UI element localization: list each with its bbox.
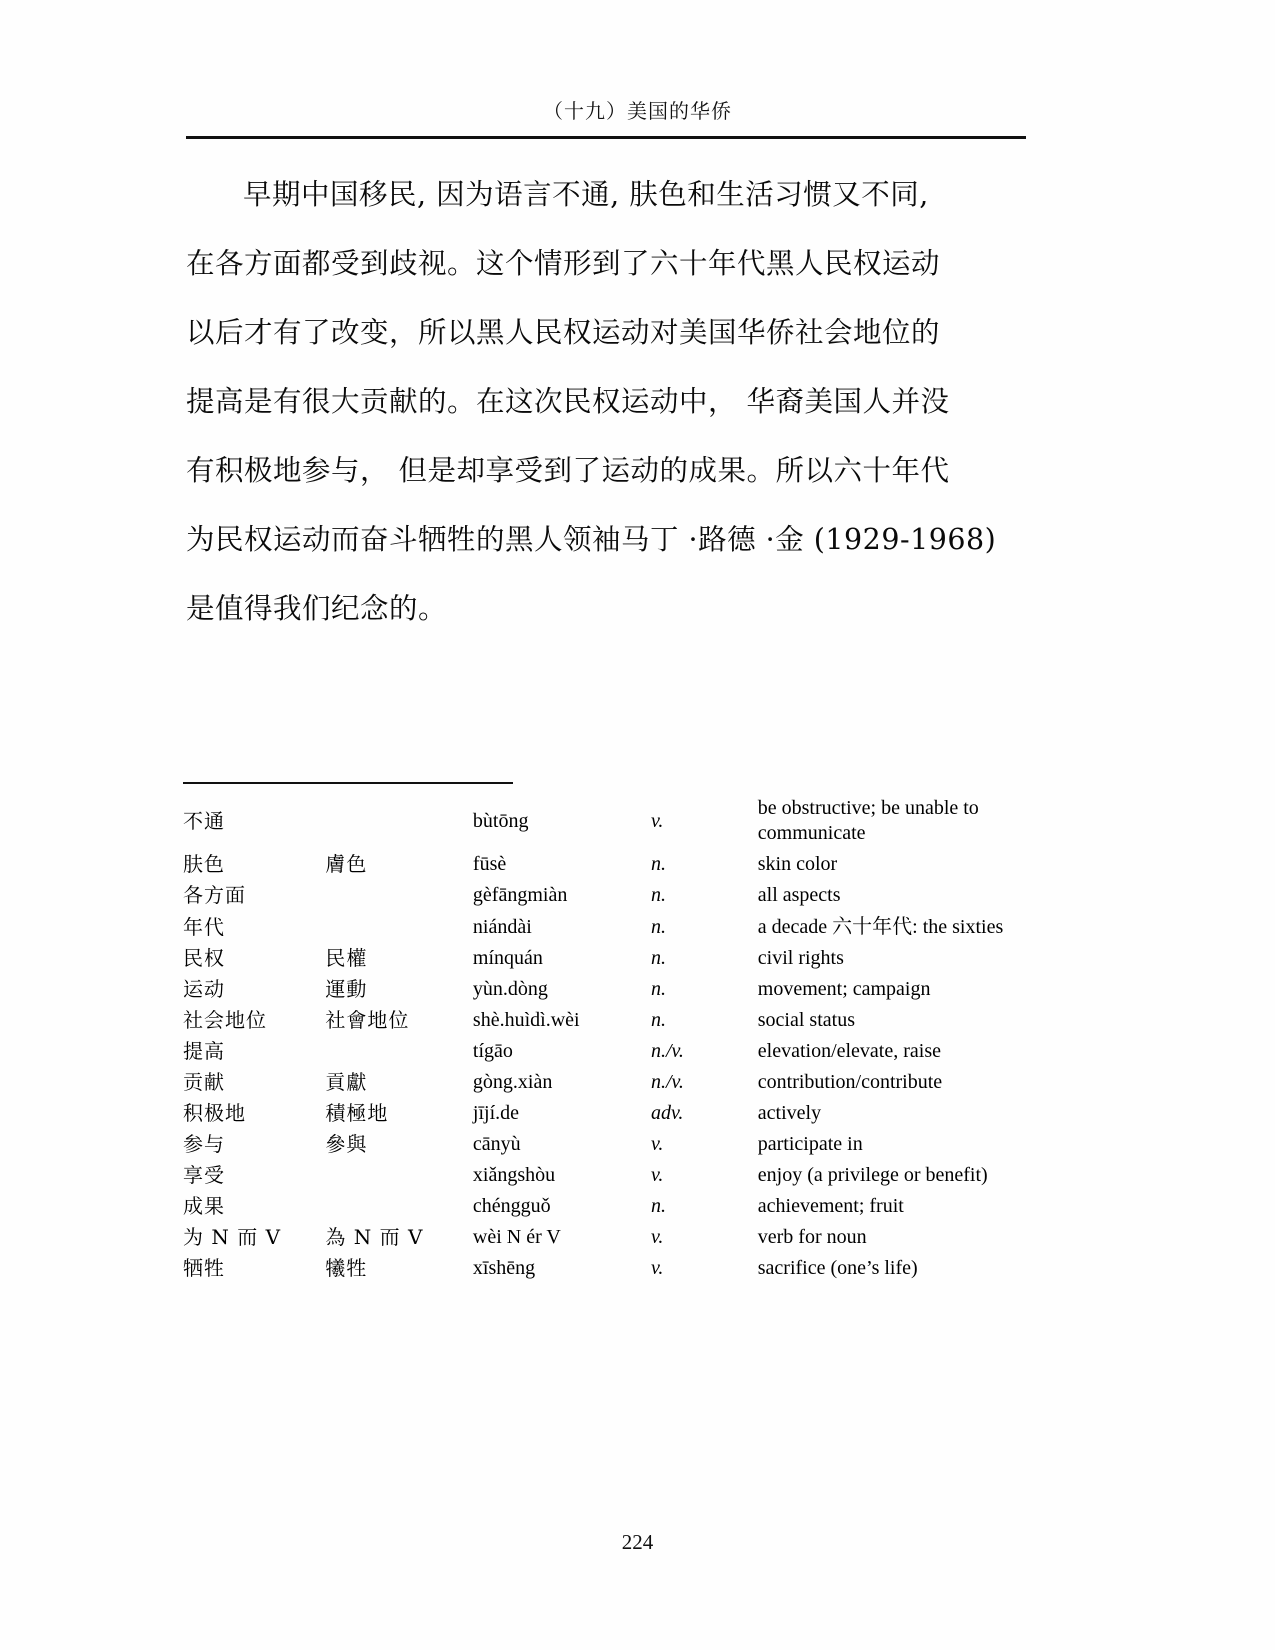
cell-pinyin: gòng.xiàn	[472, 1071, 553, 1093]
body-line: 是值得我们纪念的。	[186, 592, 448, 625]
cell-traditional	[325, 1191, 473, 1222]
body-line: 有积极地参与， 但是却享受到了运动的成果。所以六十年代	[186, 454, 950, 487]
cell-pinyin: xīshēng	[472, 1257, 536, 1279]
cell-traditional: 為 N 而 V	[325, 1225, 424, 1249]
cell-traditional: 膚色	[325, 852, 368, 876]
cell-simplified: 为 N 而 V	[183, 1225, 282, 1249]
body-line: 在各方面都受到歧视。这个情形到了六十年代黑人民权运动	[186, 247, 941, 280]
cell-part-of-speech: adv.	[650, 1102, 684, 1124]
cell-part-of-speech: n.	[650, 1009, 666, 1031]
cell-part-of-speech: v.	[650, 809, 664, 832]
cell-part-of-speech: n./v.	[650, 1040, 684, 1062]
cell-part-of-speech: n.	[650, 978, 666, 1000]
cell-pinyin: tígāo	[472, 1040, 513, 1062]
cell-simplified: 贡献	[183, 1070, 225, 1094]
cell-traditional	[325, 911, 473, 943]
cell-traditional: 民權	[325, 946, 368, 970]
table-row	[183, 849, 1063, 880]
cell-pinyin: xiǎngshòu	[472, 1164, 556, 1186]
body-line: 以后才有了改变，所以黑人民权运动对美国华侨社会地位的	[186, 316, 941, 349]
cell-definition: actively	[757, 1102, 822, 1124]
cell-traditional: 貢獻	[325, 1070, 368, 1094]
table-row	[183, 1067, 1063, 1098]
table-row	[183, 1005, 1063, 1036]
cell-definition: achievement; fruit	[757, 1195, 904, 1217]
cell-pinyin: shè.huìdì.wèi	[472, 1009, 580, 1031]
table-row	[183, 943, 1063, 974]
cell-definition	[758, 911, 1063, 943]
cell-simplified: 民权	[183, 946, 225, 970]
cell-traditional: 積極地	[325, 1101, 389, 1125]
cell-part-of-speech: n./v.	[650, 1071, 684, 1093]
table-row	[183, 1160, 1063, 1191]
cell-simplified: 牺牲	[183, 1256, 225, 1280]
cell-simplified: 肤色	[183, 852, 225, 876]
vocabulary-table-body	[183, 793, 1063, 1284]
cell-part-of-speech: n.	[650, 853, 666, 875]
page-number: 224	[621, 1530, 654, 1554]
cell-simplified: 年代	[183, 914, 225, 939]
body-line: 提高是有很大贡献的。在这次民权运动中， 华裔美国人并没	[186, 385, 950, 418]
cell-pinyin: jījí.de	[472, 1102, 520, 1124]
cell-part-of-speech: v.	[650, 1257, 664, 1279]
cell-pinyin: wèi N ér V	[472, 1226, 561, 1248]
definition-text-pre: a decade	[757, 916, 828, 938]
cell-pinyin: gèfāngmiàn	[472, 884, 568, 906]
cell-part-of-speech: v.	[650, 1164, 664, 1186]
cell-simplified: 不通	[183, 808, 225, 833]
cell-simplified: 各方面	[183, 883, 246, 907]
cell-definition: all aspects	[757, 884, 841, 906]
cell-part-of-speech: v.	[650, 1226, 664, 1248]
header-divider-rule	[186, 136, 1026, 139]
table-row	[183, 1253, 1063, 1284]
cell-part-of-speech: n.	[650, 1195, 666, 1217]
definition-example-chinese: 六十年代	[832, 914, 913, 938]
table-row	[183, 974, 1063, 1005]
definition-text-post: : the sixties	[912, 916, 1004, 938]
cell-part-of-speech: n.	[650, 947, 666, 969]
table-row	[183, 793, 1063, 849]
cell-definition: social status	[757, 1009, 855, 1031]
cell-traditional	[325, 1160, 473, 1191]
table-row	[183, 911, 1063, 943]
cell-definition: civil rights	[757, 947, 844, 969]
cell-definition: skin color	[757, 853, 838, 875]
cell-definition: be obstructive; be unable to communicate	[757, 797, 979, 844]
cell-pinyin: yùn.dòng	[472, 978, 548, 1000]
table-row	[183, 1129, 1063, 1160]
cell-part-of-speech: n.	[650, 884, 666, 906]
cell-pinyin: mínquán	[472, 947, 543, 969]
cell-simplified: 社会地位	[183, 1008, 267, 1032]
cell-traditional: 社會地位	[325, 1008, 410, 1032]
cell-simplified: 运动	[183, 977, 225, 1001]
cell-definition: contribution/contribute	[757, 1071, 943, 1093]
cell-simplified: 积极地	[183, 1101, 246, 1125]
cell-part-of-speech: n.	[650, 915, 666, 938]
body-line: 为民权运动而奋斗牺牲的黑人领袖马丁 ·路德 ·金 (1929-1968)	[186, 523, 997, 556]
table-row	[183, 1098, 1063, 1129]
cell-traditional: 犧牲	[325, 1256, 368, 1280]
cell-simplified: 提高	[183, 1039, 225, 1063]
lesson-body-paragraph	[186, 160, 1031, 643]
table-row	[183, 1191, 1063, 1222]
cell-definition: participate in	[757, 1133, 863, 1155]
cell-traditional: 運動	[325, 977, 368, 1001]
cell-simplified: 享受	[183, 1163, 225, 1187]
vocabulary-table	[183, 793, 1063, 1284]
cell-pinyin: fūsè	[472, 853, 507, 875]
cell-simplified: 参与	[183, 1132, 225, 1156]
running-head-title: （十九）美国的华侨	[543, 99, 732, 123]
vocabulary-divider-rule	[183, 782, 513, 784]
cell-pinyin: chéngguǒ	[472, 1195, 551, 1217]
table-row	[183, 1036, 1063, 1067]
cell-traditional: 參與	[325, 1132, 368, 1156]
cell-pinyin: niándài	[472, 915, 532, 938]
cell-traditional	[325, 1036, 473, 1067]
cell-pinyin: bùtōng	[472, 809, 529, 832]
cell-definition: movement; campaign	[757, 978, 931, 1000]
cell-definition: sacrifice (one’s life)	[757, 1257, 918, 1279]
table-row	[183, 880, 1063, 911]
cell-pinyin: cānyù	[472, 1133, 521, 1155]
body-line: 早期中国移民, 因为语言不通, 肤色和生活习惯又不同,	[243, 178, 929, 211]
cell-definition: verb for noun	[757, 1226, 867, 1248]
table-row	[183, 1222, 1063, 1253]
cell-definition: elevation/elevate, raise	[757, 1040, 941, 1062]
running-head	[0, 95, 1275, 124]
cell-traditional	[325, 880, 473, 911]
cell-traditional	[325, 793, 473, 849]
cell-part-of-speech: v.	[650, 1133, 664, 1155]
cell-simplified: 成果	[183, 1194, 225, 1218]
cell-definition: enjoy (a privilege or benefit)	[757, 1164, 988, 1186]
